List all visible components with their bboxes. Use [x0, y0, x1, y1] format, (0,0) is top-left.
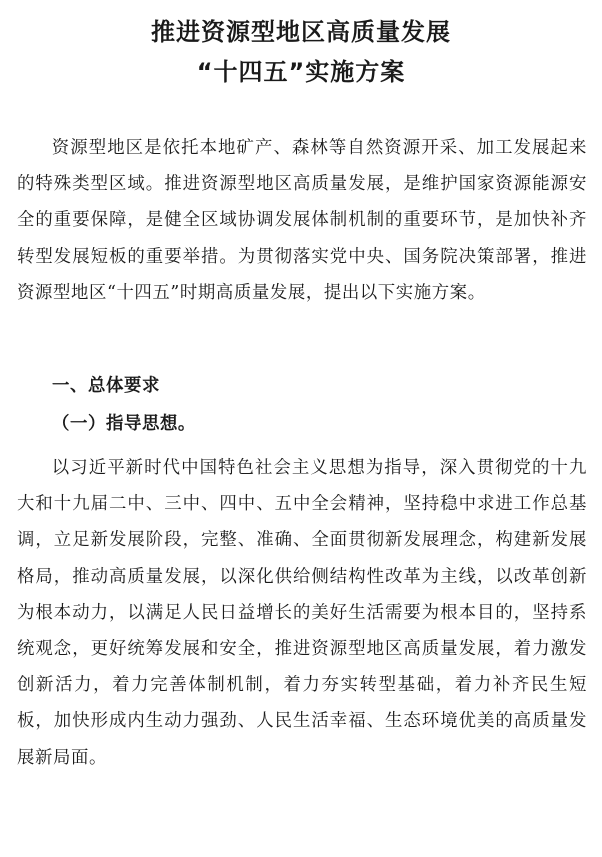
document-title-line-1: 推进资源型地区高质量发展 — [151, 18, 451, 46]
intro-paragraph: 资源型地区是依托本地矿产、森林等自然资源开采、加工发展起来的特殊类型区域。推进资源型地区高质量发展，是维护国家资源能源安全的重要保障，是健全区域协调发展体制机制的重要环节，是加快补齐转型发展短板的重要举措。为贯彻落实党中央、国务院决策部署，推进资源型地区“十四五”时期高质量发展，提出以下实施方案。 — [17, 138, 587, 303]
section-heading-general-requirements: 一、总体要求 — [52, 376, 160, 396]
guiding-ideology-paragraph: 以习近平新时代中国特色社会主义思想为指导，深入贯彻党的十九大和十九届二中、三中、四中、五中全会精神，坚持稳中求进工作总基调，立足新发展阶段，完整、准确、全面贯彻新发展理念，构建新发展格局，推动高质量发展，以深化供给侧结构性改革为主线，以改革创新为根本动力，以满足人民日益增长的美好生活需要为根本目的，坚持系统观念，更好统筹发展和安全，推进资源型地区高质量发展，着力激发创新活力，着力完善体制机制，着力夯实转型基础，着力补齐民生短板，加快形成内生动力强劲、人民生活幸福、生态环境优美的高质量发展新局面。 — [17, 458, 587, 768]
subsection-heading-guiding-ideology: （一）指导思想。 — [52, 414, 196, 434]
document-title-line-2: “十四五”实施方案 — [196, 58, 406, 86]
